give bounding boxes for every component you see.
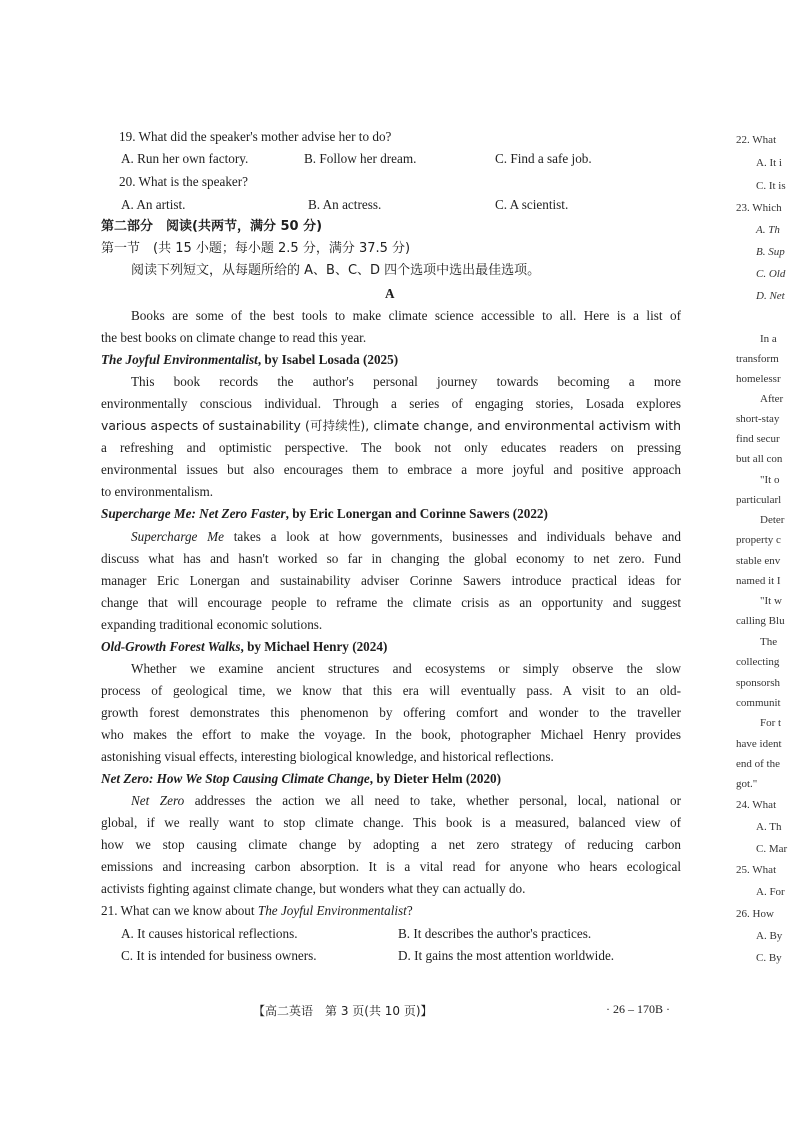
- strip-line: calling Blu: [736, 615, 785, 627]
- strip-line: end of the: [736, 758, 780, 770]
- book-title: Net Zero: How We Stop Causing Climate Change: [101, 771, 370, 786]
- q19-option-a: A. Run her own factory.: [121, 151, 249, 166]
- strip-line: transform: [736, 353, 779, 365]
- footer-page-info: 【高二英语 第 3 页(共 10 页)】: [253, 1004, 433, 1018]
- strip-line: property c: [736, 534, 781, 546]
- passage-label: A: [385, 286, 395, 301]
- book-text-line: [131, 792, 681, 810]
- reading-instruction: 阅读下列短文，从每题所给的 A、B、C、D 四个选项中选出最佳选项。: [131, 263, 541, 278]
- book-byline: , by Michael Henry (2024): [240, 639, 388, 654]
- strip-line: C. Mar: [756, 843, 788, 855]
- strip-line: C. It is: [756, 180, 786, 192]
- strip-line: collecting: [736, 656, 780, 668]
- q21-stem-title: The Joyful Environmentalist: [257, 903, 407, 918]
- book-title-line: [101, 638, 387, 656]
- strip-line: "It o: [760, 474, 780, 486]
- q21-option-d: D. It gains the most attention worldwide.: [398, 948, 615, 963]
- strip-line: sponsorsh: [736, 677, 781, 689]
- book-text-line: activists fighting against climate change, but wonders what they can actually do.: [101, 881, 526, 896]
- strip-line: stable env: [736, 555, 781, 567]
- book-title: Old-Growth Forest Walks: [101, 639, 241, 654]
- q20-stem: 20. What is the speaker?: [119, 174, 249, 189]
- q20-option-a: A. An artist.: [121, 197, 186, 212]
- q19-option-c: C. Find a safe job.: [495, 151, 592, 166]
- book-text-line: environmentally conscious individual. Through a series of engaging stories, Losada explores: [101, 396, 681, 411]
- intro-line: Books are some of the best tools to make climate science accessible to all. Here is a list of: [131, 308, 681, 323]
- book-text-line: various aspects of sustainability (可持续性), climate change, and environmental activism with: [101, 418, 681, 433]
- strip-line: The: [760, 636, 778, 648]
- book-title: The Joyful Environmentalist: [101, 352, 258, 367]
- book-title: Supercharge Me: Net Zero Faster: [101, 506, 286, 521]
- book-byline: , by Eric Lonergan and Corinne Sawers (2022): [285, 506, 548, 521]
- strip-line: C. Old: [756, 268, 786, 280]
- book-text-line: astonishing visual effects, interesting biological knowledge, and historical reflections.: [101, 749, 554, 764]
- q21-option-c: C. It is intended for business owners.: [121, 948, 317, 963]
- strip-line: Deter: [760, 514, 785, 526]
- strip-line: A. It i: [756, 157, 782, 169]
- strip-line: A. For: [756, 886, 785, 898]
- book-text-line: growth forest demonstrates this phenomenon by offering comfort and wonder to the traveller: [101, 705, 681, 720]
- book-text-line: a refreshing and optimistic perspective. The book not only educates readers on pressing: [101, 440, 681, 455]
- footer-code: · 26 – 170B ·: [606, 1002, 670, 1016]
- q19-option-b: B. Follow her dream.: [304, 151, 417, 166]
- book-title-inline: Net Zero: [131, 793, 185, 808]
- book-text-line: environmental issues but also encourages them to embrace a more joyful and positive approach: [101, 462, 681, 477]
- book-text-line: to environmentalism.: [101, 484, 214, 499]
- book-text-line: discuss what has and hasn't worked so far in changing the global economy to net zero. Fund: [101, 551, 681, 566]
- book-text-line: global, if we really want to stop climate change. This book is a measured, balanced view of: [101, 815, 681, 830]
- q21-stem-end: ?: [406, 903, 413, 918]
- strip-line: B. Sup: [756, 246, 785, 258]
- next-page-strip: [736, 0, 800, 1133]
- q21-stem-text: 21. What can we know about: [101, 903, 258, 918]
- strip-line: 25. What: [736, 864, 777, 876]
- q21-option-a: A. It causes historical reflections.: [121, 926, 298, 941]
- strip-line: 22. What: [736, 134, 777, 146]
- book-text-line: This book records the author's personal journey towards becoming a more: [131, 374, 681, 389]
- book-text-line: expanding traditional economic solutions.: [101, 617, 323, 632]
- part2-heading: 第二部分 阅读(共两节，满分 50 分): [101, 219, 323, 234]
- book-text-line: [131, 528, 681, 546]
- book-text-span: addresses the action we all need to take, whether personal, local, national or: [184, 793, 681, 808]
- book-title-line: [101, 505, 548, 523]
- book-text-span: takes a look at how governments, businesses and individuals behave and: [224, 529, 681, 544]
- strip-line: find secur: [736, 433, 780, 445]
- strip-line: 24. What: [736, 799, 777, 811]
- strip-line: but all con: [736, 453, 783, 465]
- book-text-line: Whether we examine ancient structures and ecosystems or simply observe the slow: [131, 661, 681, 676]
- book-byline: , by Isabel Losada (2025): [257, 352, 399, 367]
- intro-line: the best books on climate change to read this year.: [101, 330, 367, 345]
- q20-option-c: C. A scientist.: [495, 197, 569, 212]
- strip-line: 26. How: [736, 908, 774, 920]
- strip-line: short-stay: [736, 413, 780, 425]
- strip-line: In a: [760, 333, 777, 345]
- strip-line: A. Th: [756, 224, 780, 236]
- q19-stem: 19. What did the speaker's mother advise her to do?: [119, 129, 392, 144]
- book-text-line: who makes the effort to make the voyage. In the book, photographer Michael Henry provides: [101, 727, 681, 742]
- book-text-line: change that will encourage people to reframe the climate crisis as an opportunity and suggest: [101, 595, 681, 610]
- strip-line: A. Th: [756, 821, 782, 833]
- book-title-line: [101, 351, 398, 369]
- strip-line: particularl: [736, 494, 782, 506]
- strip-line: D. Net: [756, 290, 785, 302]
- q20-option-b: B. An actress.: [308, 197, 382, 212]
- book-text-line: how we stop causing climate change by adopting a net zero strategy of reducing carbon: [101, 837, 681, 852]
- q21-stem: [101, 902, 413, 920]
- strip-line: got.": [736, 778, 758, 790]
- book-text-line: manager Eric Lonergan and sustainability adviser Corinne Sawers introduce practical ideas for: [101, 573, 681, 588]
- strip-line: For t: [760, 717, 782, 729]
- book-title-inline: Supercharge Me: [131, 529, 224, 544]
- section1-heading: 第一节 (共 15 小题；每小题 2.5 分，满分 37.5 分): [101, 241, 411, 256]
- strip-line: "It w: [760, 595, 782, 607]
- book-title-line: [101, 770, 501, 788]
- book-text-line: process of geological time, we know that this era will eventually pass. A visit to an old-: [101, 683, 681, 698]
- strip-line: A. By: [756, 930, 783, 942]
- strip-line: homelessr: [736, 373, 781, 385]
- strip-line: named it I: [736, 575, 781, 587]
- strip-line: After: [760, 393, 784, 405]
- strip-line: communit: [736, 697, 781, 709]
- strip-line: C. By: [756, 952, 782, 964]
- q21-option-b: B. It describes the author's practices.: [398, 926, 592, 941]
- book-text-line: emissions and increasing carbon absorption. It is a vital read for anyone who hears ecological: [101, 859, 681, 874]
- book-byline: , by Dieter Helm (2020): [369, 771, 502, 786]
- strip-line: have ident: [736, 738, 782, 750]
- strip-line: 23. Which: [736, 202, 782, 214]
